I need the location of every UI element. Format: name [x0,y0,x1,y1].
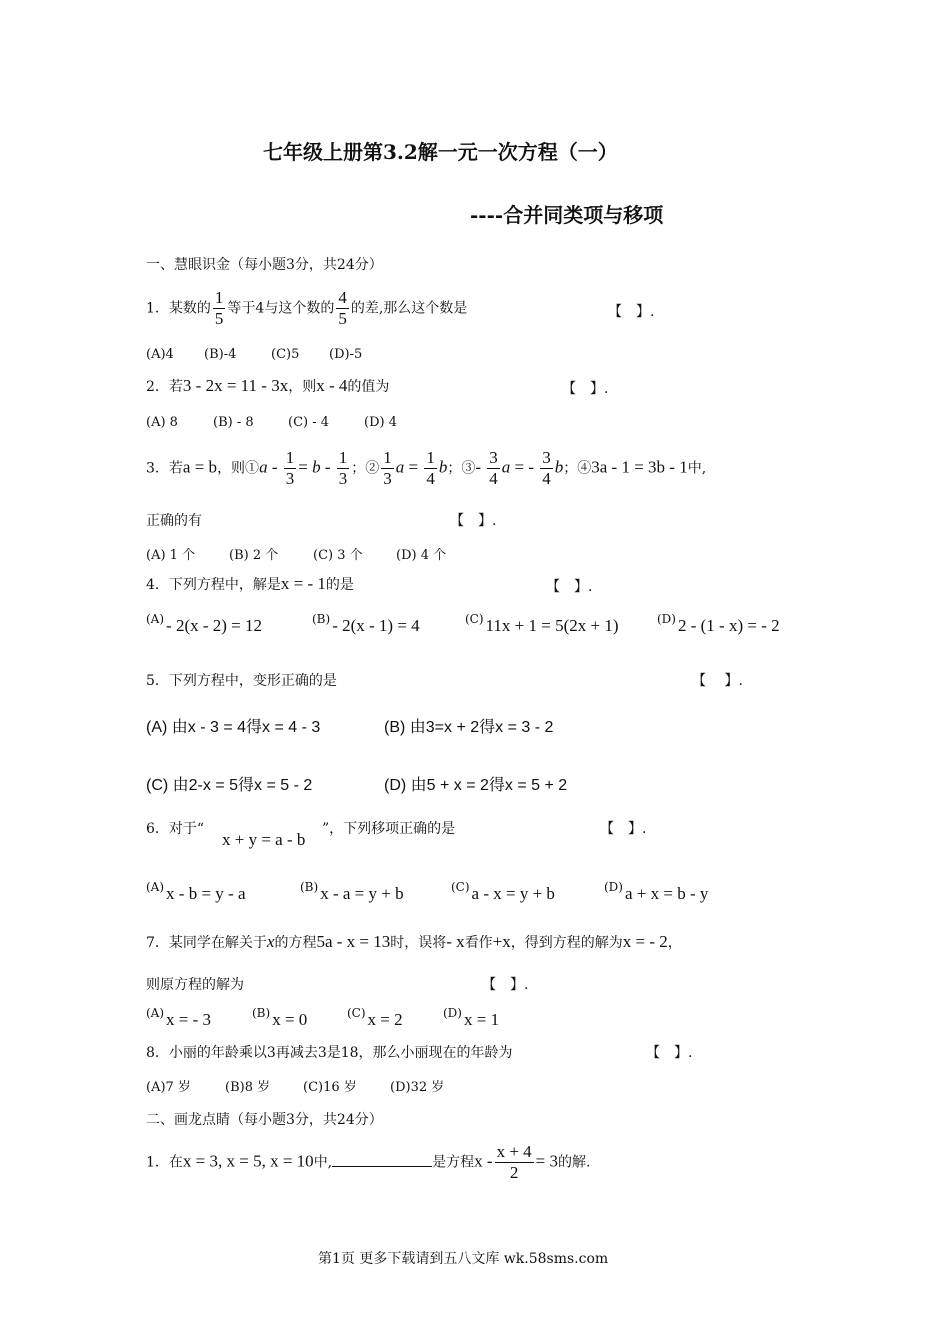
q3-option-d: (D) 4 个 [396,548,447,563]
page-title: 七年级上册第3.2解一元一次方程（一） [263,140,618,164]
q2-option-c: (C) - 4 [288,415,330,430]
q2-bracket: 【 】. [562,381,609,397]
q2-option-d: (D) 4 [364,415,397,430]
page-subtitle: ----合并同类项与移项 [470,203,664,227]
q7-option-d: $^{(D)}$ x = 1 [443,1006,500,1029]
q2-option-b: (B) - 8 [213,415,254,430]
question-6-b: ”，下列移项正确的是 [322,821,456,837]
q1-bracket: 【 】. [608,304,655,320]
q1-option-b: (B)-4 [204,347,237,362]
q5-option-d: (D) 由5 + x = 2得x = 5 + 2 [384,777,568,794]
q1-option-a: (A)4 [146,347,174,362]
q1-option-d: (D)-5 [329,347,363,362]
q4-option-b: $^{(B)}$ - 2(x - 1) = 4 [312,612,420,635]
question-6-a: 6．对于“ [146,821,205,837]
q4-option-d: $^{(D)}$ 2 - (1 - x) = - 2 [657,612,780,635]
question-5: 5．下列方程中，变形正确的是 [146,673,337,689]
q8-option-a: (A)7 岁 [146,1080,191,1095]
question-7: 7．某同学在解关于x的方程5a - x = 13时，误将- x看作+x，得到方程的解为x = - 2， [146,932,682,951]
question-1: 1．某数的 $\frac{1}{5}$ 等于4与这个数的 $\frac{4}{5}$ 的差,那么这个数是 [146,288,468,328]
fraction-1-5: $\frac{1}{5}$ [214,288,224,328]
q3-option-c: (C) 3 个 [313,548,363,563]
q1-option-c: (C)5 [271,347,300,362]
question-8: 8．小丽的年龄乘以3再减去3是18，那么小丽现在的年龄为 [146,1045,513,1061]
answer-blank[interactable] [332,1150,432,1167]
q4-option-c: $^{(C)}$ 11x + 1 = 5(2x + 1) [465,612,619,635]
q6-option-d: $^{(D)}$ a + x = b - y [604,880,709,903]
section2-question-1: 1．在x = 3, x = 5, x = 10中, 是方程x - $\frac{x + 4}{2}$ = 3的解. [146,1142,591,1182]
q7-option-b: $^{(B)}$ x = 0 [252,1006,308,1029]
q6-equation: x + y = a - b [222,830,306,849]
q6-option-a: $^{(A)}$ x - b = y - a [146,880,246,903]
q7-bracket: 【 】. [482,977,529,993]
q5-option-b: (B) 由3=x + 2得x = 3 - 2 [384,719,554,736]
page-footer: 第1页 更多下载请到五八文库 wk.58sms.com [318,1251,609,1267]
q7-line2: 则原方程的解为 [146,977,244,993]
q5-option-c: (C) 由2-x = 5得x = 5 - 2 [146,777,313,794]
q6-option-c: $^{(C)}$ a - x = y + b [451,880,555,903]
q8-option-d: (D)32 岁 [390,1080,445,1095]
fraction-4-5: $\frac{4}{5}$ [338,288,347,328]
q7-option-a: $^{(A)}$ x = - 3 [146,1006,212,1029]
q5-option-a: (A) 由x - 3 = 4得x = 4 - 3 [146,719,321,736]
q4-option-a: $^{(A)}$ - 2(x - 2) = 12 [146,612,263,635]
q3-line2: 正确的有 [146,513,202,529]
q3-option-a: (A) 1 个 [146,548,196,563]
q8-bracket: 【 】. [646,1045,693,1061]
q3-option-b: (B) 2 个 [229,548,279,563]
question-3: 3．若a = b，则①a - $\frac{1}{3}$ = b - $\frac{1}{3}$ ；② $\frac{1}{3}$ a = $\frac{1}{4}$ b；③- $\frac{3}{4}$ a = - $\frac{3}{4}$ b；④3a - 1 = 3b - 1中, [146,448,707,488]
question-2: 2．若3 - 2x = 11 - 3x，则x - 4的值为 [146,376,390,395]
question-4: 4．下列方程中，解是x = - 1的是 [146,574,354,593]
q6-option-b: $^{(B)}$ x - a = y + b [300,880,404,903]
q5-bracket: 【 】. [692,673,743,689]
section-2-heading: 二、画龙点睛（每小题3分，共24分） [146,1112,383,1128]
q3-bracket: 【 】. [450,513,497,529]
fraction-x-plus-4-over-2: $\frac{x + 4}{2}$ [496,1142,532,1182]
section-1-heading: 一、慧眼识金（每小题3分，共24分） [146,257,383,273]
q4-bracket: 【 】. [546,579,593,595]
q6-bracket: 【 】. [600,821,647,837]
q8-option-c: (C)16 岁 [303,1080,357,1095]
q2-option-a: (A) 8 [146,415,178,430]
q8-option-b: (B)8 岁 [225,1080,271,1095]
q7-option-c: $^{(C)}$ x = 2 [347,1006,403,1029]
